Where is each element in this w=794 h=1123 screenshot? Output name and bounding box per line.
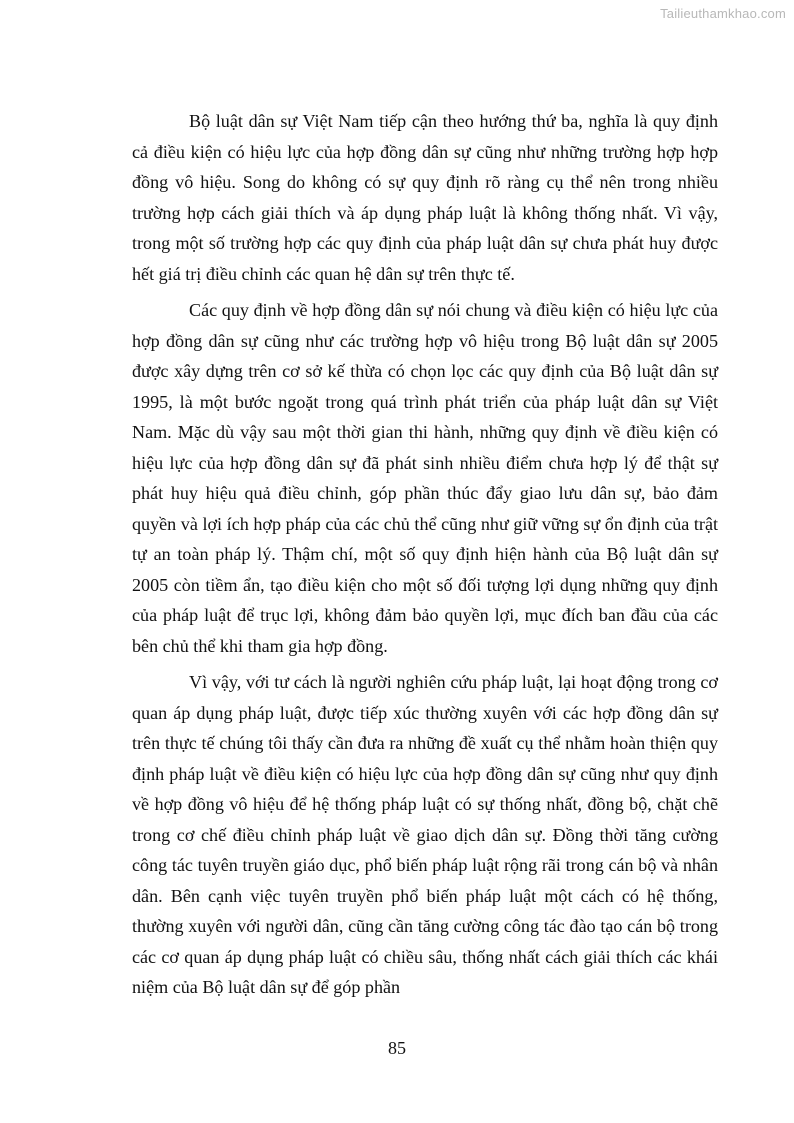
- paragraph-1: Bộ luật dân sự Việt Nam tiếp cận theo hướng thứ ba, nghĩa là quy định cả điều kiện có hiệu lực của hợp đồng dân sự cũng như những trường hợp hợp đồng vô hiệu. Song do không có sự quy định rõ ràng cụ thể nên trong nhiều trường hợp cách giải thích và áp dụng pháp luật là không thống nhất. Vì vậy, trong một số trường hợp các quy định của pháp luật dân sự chưa phát huy được hết giá trị điều chỉnh các quan hệ dân sự trên thực tế.: [132, 111, 718, 284]
- watermark-text: Tailieuthamkhao.com: [660, 6, 786, 21]
- page-number: 85: [388, 1038, 406, 1058]
- paragraph-3: Vì vậy, với tư cách là người nghiên cứu pháp luật, lại hoạt động trong cơ quan áp dụng pháp luật, được tiếp xúc thường xuyên với các hợp đồng dân sự trên thực tế chúng tôi thấy cần đưa ra những đề xuất cụ thể nhằm hoàn thiện quy định pháp luật về điều kiện có hiệu lực của hợp đồng dân sự cũng như quy định về hợp đồng vô hiệu để hệ thống pháp luật có sự thống nhất, đồng bộ, chặt chẽ trong cơ chế điều chỉnh pháp luật về giao dịch dân sự. Đồng thời tăng cường công tác tuyên truyền giáo dục, phổ biến pháp luật rộng rãi trong cán bộ và nhân dân. Bên cạnh việc tuyên truyền phổ biến pháp luật một cách có hệ thống, thường xuyên với người dân, cũng cần tăng cường công tác đào tạo cán bộ trong các cơ quan áp dụng pháp luật có chiều sâu, thống nhất cách giải thích các khái niệm của Bộ luật dân sự để góp phần: [132, 672, 718, 997]
- paragraph-2: Các quy định về hợp đồng dân sự nói chung và điều kiện có hiệu lực của hợp đồng dân sự cũng như các trường hợp vô hiệu trong Bộ luật dân sự 2005 được xây dựng trên cơ sở kế thừa có chọn lọc các quy định của Bộ luật dân sự 1995, là một bước ngoặt trong quá trình phát triển của pháp luật dân sự Việt Nam. Mặc dù vậy sau một thời gian thi hành, những quy định về điều kiện có hiệu lực của hợp đồng dân sự đã phát sinh nhiều điểm chưa hợp lý để thật sự phát huy hiệu quả điều chỉnh, góp phần thúc đẩy giao lưu dân sự, bảo đảm quyền và lợi ích hợp pháp của các chủ thể cũng như giữ vững sự ổn định của trật tự an toàn pháp lý. Thậm chí, một số quy định hiện hành của Bộ luật dân sự 2005 còn tiềm ẩn, tạo điều kiện cho một số đối tượng lợi dụng những quy định của pháp luật để trục lợi, không đảm bảo quyền lợi, mục đích ban đầu của các bên chủ thể khi tham gia hợp đồng.: [132, 300, 718, 656]
- document-body: [132, 106, 718, 1003]
